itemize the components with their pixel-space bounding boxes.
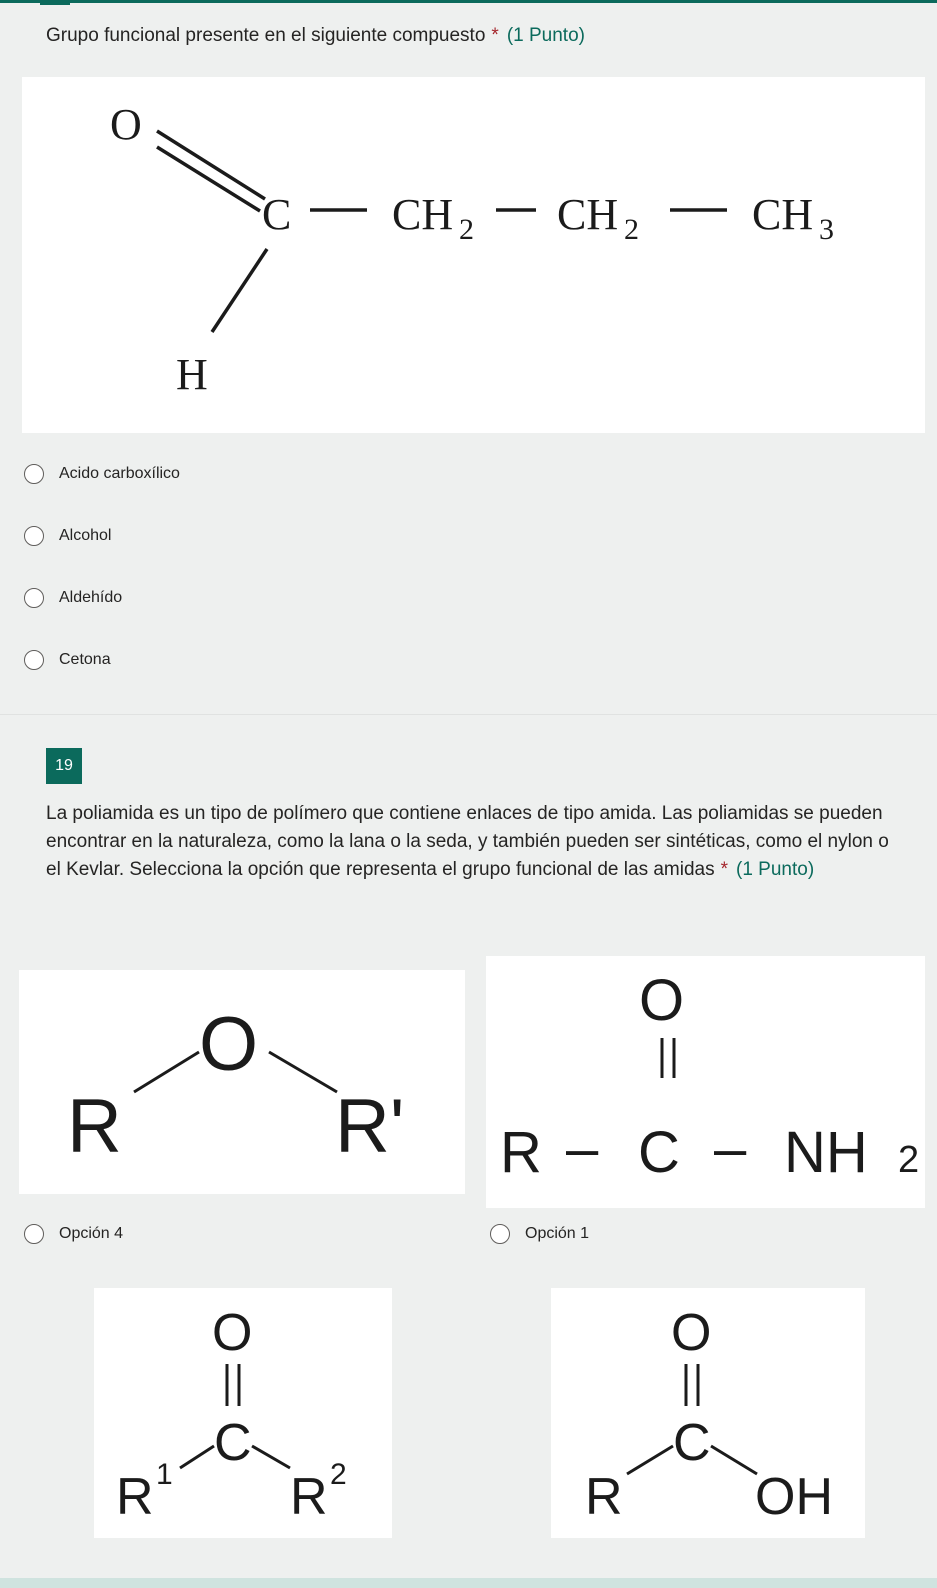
option-4[interactable] <box>24 1224 123 1244</box>
points-label: (1 Punto) <box>736 859 815 880</box>
atom-o: O <box>199 1002 259 1087</box>
atom-c: C <box>638 1120 680 1185</box>
amide-structure <box>486 956 925 1208</box>
option-label: Opción 4 <box>59 1225 124 1242</box>
atom-r2: R <box>290 1468 328 1526</box>
atom-o: O <box>212 1304 253 1362</box>
option-aldehido[interactable] <box>24 588 122 608</box>
bond-r-c <box>627 1446 673 1474</box>
aldehyde-structure <box>22 77 925 433</box>
option-1-image <box>486 956 925 1208</box>
group-ch3-sub: 3 <box>819 213 834 246</box>
atom-r1: R <box>116 1468 154 1526</box>
atom-r: R <box>585 1468 623 1526</box>
bond-r-o <box>134 1052 199 1092</box>
required-mark: * <box>491 25 499 46</box>
option-acido-carboxilico[interactable] <box>24 464 180 484</box>
option-label: Alcohol <box>59 527 112 544</box>
radio-button[interactable] <box>24 526 44 546</box>
radio-button[interactable] <box>24 650 44 670</box>
option-label: Cetona <box>59 651 111 668</box>
atom-c: C <box>262 190 292 239</box>
radio-button[interactable] <box>24 1224 44 1244</box>
option-label: Opción 1 <box>525 1225 590 1242</box>
option-alcohol[interactable] <box>24 526 111 546</box>
required-mark: * <box>720 859 728 880</box>
atom-r-prime: R' <box>335 1084 405 1169</box>
question-19-text: La poliamida es un tipo de polímero que contiene enlaces de tipo amida. Las poliamidas se pueden encontrar en la naturaleza, como la lana o la seda, y también pueden ser sintéticas, como el nylon o el Kevlar. Selecciona la opción que representa el grupo funcional de las amidas <box>46 803 889 880</box>
question-18-title <box>46 22 585 49</box>
option-4-image <box>19 970 465 1194</box>
option-cetona[interactable] <box>24 650 111 670</box>
question-19-title <box>46 800 906 884</box>
bottom-bar <box>0 1578 937 1588</box>
atom-c: C <box>673 1414 711 1472</box>
bond-c-r2 <box>252 1446 290 1468</box>
atom-r2-sup: 2 <box>330 1458 347 1491</box>
atom-h: H <box>176 350 208 399</box>
ketone-structure <box>94 1288 392 1538</box>
atom-r1-sup: 1 <box>156 1458 173 1491</box>
group-ch3: CH <box>752 190 814 239</box>
option-ketone-image <box>94 1288 392 1538</box>
dash-2: – <box>714 1116 747 1181</box>
question-18-image <box>22 77 925 433</box>
option-acid-image <box>551 1288 865 1538</box>
atom-o: O <box>639 968 685 1033</box>
atom-o: O <box>671 1304 712 1362</box>
top-accent-tab <box>40 0 70 5</box>
atom-r: R <box>500 1120 542 1185</box>
question-18-text: Grupo funcional presente en el siguiente compuesto <box>46 25 486 46</box>
double-bond-line-2 <box>157 147 260 211</box>
radio-button[interactable] <box>490 1224 510 1244</box>
points-label: (1 Punto) <box>506 25 585 46</box>
bond-o-r <box>269 1052 337 1092</box>
group-oh: OH <box>755 1468 833 1526</box>
option-1[interactable] <box>490 1224 589 1244</box>
bond-c-h <box>212 249 267 332</box>
atom-c: C <box>214 1414 252 1472</box>
atom-r: R <box>67 1084 122 1169</box>
radio-button[interactable] <box>24 464 44 484</box>
atom-o: O <box>110 100 142 149</box>
radio-button[interactable] <box>24 588 44 608</box>
carboxylic-acid-structure <box>551 1288 865 1538</box>
group-ch2-b: CH <box>557 190 619 239</box>
bond-r1-c <box>180 1446 214 1468</box>
question-divider <box>0 714 937 715</box>
question-number-badge: 19 <box>46 748 82 784</box>
group-ch2-a-sub: 2 <box>459 213 474 246</box>
group-ch2-a: CH <box>392 190 454 239</box>
ether-structure <box>19 970 465 1194</box>
dash-1: – <box>566 1116 599 1181</box>
bond-c-oh <box>711 1446 757 1474</box>
group-nh-sub: 2 <box>898 1139 920 1181</box>
option-label: Aldehído <box>59 589 123 606</box>
group-ch2-b-sub: 2 <box>624 213 639 246</box>
option-label: Acido carboxílico <box>59 465 180 482</box>
top-accent-bar <box>0 0 937 3</box>
double-bond-line-1 <box>157 131 265 199</box>
group-nh: NH <box>784 1120 868 1185</box>
